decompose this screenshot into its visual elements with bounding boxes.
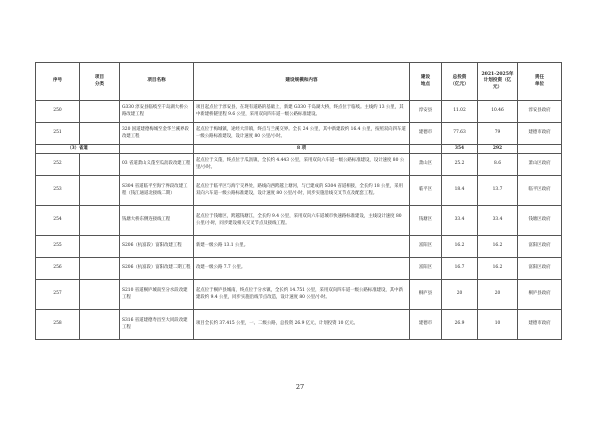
row-category <box>80 101 120 123</box>
row-unit: 桐庐县政府 <box>518 280 562 310</box>
row-no: 251 <box>36 123 80 145</box>
table-header-row <box>36 63 562 101</box>
header-project-name: 项目名称 <box>120 63 194 101</box>
table-row <box>36 123 562 145</box>
row-plan: 16.2 <box>478 258 518 280</box>
row-location: 钱塘区 <box>410 206 442 236</box>
row-no: 252 <box>36 154 80 176</box>
table-row <box>36 101 562 123</box>
header-total-investment: 总投资 （亿元） <box>442 63 478 101</box>
table-row <box>36 236 562 258</box>
row-plan: 79 <box>478 123 518 145</box>
table-row <box>36 154 562 176</box>
row-location: 富阳区 <box>410 236 442 258</box>
row-no: 254 <box>36 206 80 236</box>
header-location: 建设 地点 <box>410 63 442 101</box>
row-category <box>80 310 120 340</box>
subtotal-label: （3）省道 <box>36 145 120 154</box>
row-content: 起点位于钱塘区，跨越钱塘江，全长约 9.4 公里，采用双向六车道城市快速路标准建设，主线设计速度 80 公里/小时，同步建设相关交叉节点及接线工程。 <box>194 206 410 236</box>
row-unit: 萧山区政府 <box>518 154 562 176</box>
row-total: 33.4 <box>442 206 478 236</box>
row-project-name: G330 淳安县临岐至千岛湖大桥公路改建工程 <box>120 101 194 123</box>
row-no: 258 <box>36 310 80 340</box>
subtotal-blank <box>120 145 194 154</box>
row-no: 253 <box>36 176 80 206</box>
project-table <box>35 62 562 340</box>
row-content: 新建一级公路 13.1 公里。 <box>194 236 410 258</box>
row-location: 富阳区 <box>410 258 442 280</box>
row-no: 250 <box>36 101 80 123</box>
row-no: 256 <box>36 258 80 280</box>
row-category <box>80 236 120 258</box>
subtotal-blank <box>518 145 562 154</box>
row-unit: 钱塘区政府 <box>518 206 562 236</box>
row-location: 临平区 <box>410 176 442 206</box>
row-total: 11.02 <box>442 101 478 123</box>
row-total: 20 <box>442 280 478 310</box>
row-plan: 33.4 <box>478 206 518 236</box>
row-project-name: S206（杭富段）富阳改建二期工程 <box>120 258 194 280</box>
row-content: 项目全长约 37.415 公里，一、二级公路，总投资 26.9 亿元，计划投资 10 亿元。 <box>194 310 410 340</box>
table-row <box>36 206 562 236</box>
row-content: 项目起点位于淳安县，在现有道路的基础上，新建 G330 千岛湖大桥，终点位于临岐。主线约 13 公里，其中新建桥隧里程 9.6 公里，采用双向四车道一级公路标准建设。 <box>194 101 410 123</box>
row-location: 建德市 <box>410 310 442 340</box>
header-content: 建设规模和内容 <box>194 63 410 101</box>
subtotal-row <box>36 145 562 154</box>
row-location: 建德市 <box>410 123 442 145</box>
row-category <box>80 123 120 145</box>
row-content: 起点位于义蓬，终点位于瓜沥镇，全长约 4.443 公里，采用双向六车道一级公路标准建设，设计速度 80 公里/小时。 <box>194 154 410 176</box>
row-location: 淳安县 <box>410 101 442 123</box>
row-unit: 临平区政府 <box>518 176 562 206</box>
row-category <box>80 258 120 280</box>
row-total: 18.4 <box>442 176 478 206</box>
row-total: 25.2 <box>442 154 478 176</box>
row-project-name: 03 省道萧山义蓬至瓜沥段改建工程 <box>120 154 194 176</box>
row-project-name: S210 省道桐庐城南至分水段改建工程 <box>120 280 194 310</box>
row-plan: 20 <box>478 280 518 310</box>
subtotal-count: 8 项 <box>194 145 410 154</box>
row-unit: 建德市政府 <box>518 123 562 145</box>
table-row <box>36 310 562 340</box>
row-category <box>80 176 120 206</box>
row-project-name: S206（杭富段）富阳改建工程 <box>120 236 194 258</box>
row-project-name: S304 省道临平至海宁界段改建工程（钱江通道北接线二期） <box>120 176 194 206</box>
header-no: 序号 <box>36 63 80 101</box>
row-plan: 10.46 <box>478 101 518 123</box>
subtotal-blank <box>410 145 442 154</box>
table-row <box>36 280 562 310</box>
row-category <box>80 206 120 236</box>
row-category <box>80 280 120 310</box>
row-content: 起点位于梅城镇，途经大洋镇，终点与兰溪交界。全长 24 公里，其中新建段约 16.4 公里，按照双向四车道一级公路标准建设，设计速度 80 公里/小时。 <box>194 123 410 145</box>
row-location: 萧山区 <box>410 154 442 176</box>
row-content: 起点位于临平区与海宁交界处，路线向西跨越上塘河，与已建成的 S304 省道相接，全长约 18 公里，采用双向六车道一级公路标准建设，设计速度 80 公里/小时，同步实施沿线交叉节点及配套工程。 <box>194 176 410 206</box>
table-row <box>36 176 562 206</box>
row-plan: 16.2 <box>478 236 518 258</box>
row-content: 改建一级公路 7.7 公里。 <box>194 258 410 280</box>
row-no: 257 <box>36 280 80 310</box>
row-location: 桐庐县 <box>410 280 442 310</box>
row-project-name: 320 国道建德梅城至金华兰溪界段改建工程 <box>120 123 194 145</box>
subtotal-plan: 292 <box>478 145 518 154</box>
page-number: 27 <box>295 383 305 391</box>
row-total: 77.63 <box>442 123 478 145</box>
row-plan: 10 <box>478 310 518 340</box>
row-plan: 13.7 <box>478 176 518 206</box>
row-total: 16.7 <box>442 258 478 280</box>
row-content: 起点位于桐庐县城南，终点位于分水镇，全长约 14.751 公里，采用双向四车道一级公路标准建设，其中新建段约 9.4 公里，同步实施沿线节点改造，设计速度 80 公里/小时。 <box>194 280 410 310</box>
row-unit: 建德市政府 <box>518 310 562 340</box>
header-responsible-unit: 责任 单位 <box>518 63 562 101</box>
subtotal-total: 354 <box>442 145 478 154</box>
row-unit: 富阳区政府 <box>518 258 562 280</box>
row-category <box>80 154 120 176</box>
row-project-name: S316 省道建德寿昌至大同段改建工程 <box>120 310 194 340</box>
table-row <box>36 258 562 280</box>
row-unit: 淳安县政府 <box>518 101 562 123</box>
row-plan: 8.6 <box>478 154 518 176</box>
row-project-name: 钱塘大桥东侧连接线工程 <box>120 206 194 236</box>
header-category: 项目 分类 <box>80 63 120 101</box>
row-unit: 富阳区政府 <box>518 236 562 258</box>
row-no: 255 <box>36 236 80 258</box>
row-total: 16.2 <box>442 236 478 258</box>
row-total: 26.9 <box>442 310 478 340</box>
header-plan-investment: 2021-2025年 计划投资（亿 元） <box>478 63 518 101</box>
